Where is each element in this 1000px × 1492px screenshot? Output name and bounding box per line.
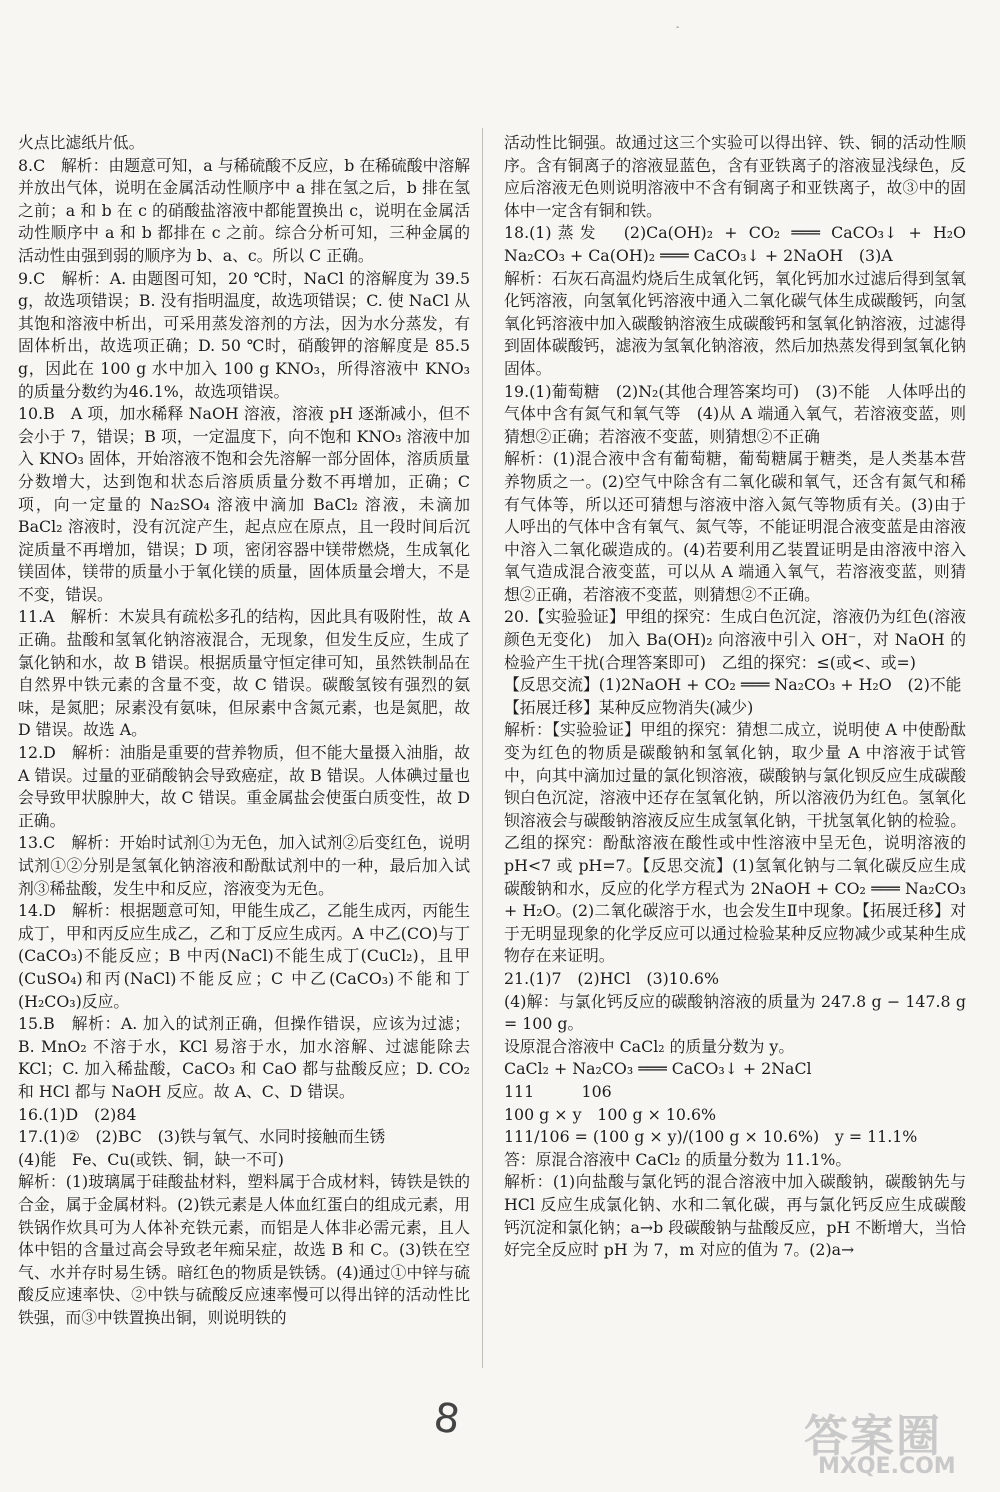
paragraph: 18.(1)蒸发 (2)Ca(OH)₂ + CO₂ ═══ CaCO₃↓ + H₂O Na₂CO₃ + Ca(OH)₂ ═══ CaCO₃↓ + 2NaOH (3)A (504, 223, 982, 265)
paragraph: 111 106 (504, 1081, 612, 1101)
paragraph: 解析：石灰石高温灼烧后生成氧化钙，氧化钙加水过滤后得到氢氧化钙溶液，向氢氧化钙溶液中通入二氧化碳气体生成碳酸钙，向氢氧化钙溶液中加入碳酸钠溶液生成碳酸钙和氢氧化钠溶液，过滤得到固体碳酸钙，滤液为氢氧化钠溶液，然后加热蒸发得到氢氧化钠固体。 (504, 268, 966, 378)
paragraph: 20.【实验验证】甲组的探究：生成白色沉淀，溶液仍为红色(溶液颜色无变化) 加入 Ba(OH)₂ 向溶液中引入 OH⁻，对 NaOH 的检验产生干扰(合理答案即可) 乙组的探究：≤(或<、或=) (504, 607, 966, 672)
paragraph: 解析：(1)向盐酸与氯化钙的混合溶液中加入碳酸钠，碳酸钠先与 HCl 反应生成氯化钠、水和二氧化碳，再与氯化钙反应生成碳酸钙沉淀和氯化钠；a→b 段碳酸钠与盐酸反应，pH 不断增大，当恰好完全反应时 pH 为 7，m 对应的值为 7。(2)a→ (504, 1172, 966, 1260)
page-number-handwritten: 8 (430, 1394, 463, 1444)
corner-tick: - (676, 22, 680, 33)
paragraph: 19.(1)葡萄糖 (2)N₂(其他合理答案均可) (3)不能 人体呼出的气体中含有氮气和氧气等 (4)从 A 端通入氧气，若溶液变蓝，则猜想②正确；若溶液不变蓝，则猜想②不正确 (504, 381, 966, 446)
paragraph: 解析：(1)混合液中含有葡萄糖，葡萄糖属于糖类，是人类基本营养物质之一。(2)空气中除含有二氧化碳和氧气，还含有氮气和稀有气体等，所以还可猜想与溶液中溶入氮气等物质有关。(3)由于人呼出的气体中含有氧气、氮气等，不能证明混合液变蓝是由溶液中溶入二氧化碳造成的。(4)若要利用乙装置证明是由溶液中溶入氧气造成混合液变蓝，可以从 A 端通入氧气，若溶液变蓝，则猜想②正确，若溶液不变蓝，则猜想②不正确。 (504, 449, 966, 604)
paragraph: 16.(1)D (2)84 (18, 1104, 137, 1124)
left-column (18, 132, 470, 1329)
paragraph: 11.A 解析：木炭具有疏松多孔的结构，因此具有吸附性，故 A 正确。盐酸和氢氧化钠溶液混合，无现象，但发生反应，生成了氯化钠和水，故 B 错误。根据质量守恒定律可知，虽然铁制品在自然界中铁元素的含量不变，故 C 错误。碳酸氢铵有强烈的氨味，是氮肥；尿素没有氨味，但尿素中含氮元素，也是氮肥，故 D 错误。故选 A。 (18, 607, 470, 740)
paragraph: 13.C 解析：开始时试剂①为无色，加入试剂②后变红色，说明试剂①②分别是氢氧化钠溶液和酚酞试剂中的一种，最后加入试剂③稀盐酸，发生中和反应，溶液变为无色。 (18, 833, 470, 898)
paragraph: 21.(1)7 (2)HCl (3)10.6% (504, 968, 719, 988)
paragraph: 火点比滤纸片低。 (18, 133, 145, 152)
paragraph: 设原混合溶液中 CaCl₂ 的质量分数为 y。 (504, 1036, 795, 1056)
paragraph: 9.C 解析：A. 由题图可知，20 ℃时，NaCl 的溶解度为 39.5 g，故选项错误；B. 没有指明温度，故选项错误；C. 使 NaCl 从其饱和溶液中析出，可采用蒸发溶剂的方法，因为水分蒸发，有固体析出，故选项正确；D. 50 ℃时，硝酸钾的溶解度是 85.5 g，因此在 100 g 水中加入 100 g KNO₃，所得溶液中 KNO₃ 的质量分数约为46.1%，故选项错误。 (18, 268, 470, 401)
paragraph: 8.C 解析：由题意可知，a 与稀硫酸不反应，b 在稀硫酸中溶解并放出气体，说明在金属活动性顺序中 a 排在氢之后，b 排在氢之前；a 和 b 在 c 的硝酸盐溶液中都能置换出 c，说明在金属活动性顺序中 a 和 b 都排在 c 之前。综合分析可知，三种金属的活动性由强到弱的顺序为 b、a、c。所以 C 正确。 (18, 155, 470, 265)
right-column (504, 132, 982, 1262)
paragraph: 【拓展迁移】某种反应物消失(减少) (504, 697, 754, 717)
paragraph: 解析：【实验验证】甲组的探究：猜想二成立，说明使 A 中使酚酞变为红色的物质是碳酸钠和氢氧化钠，取少量 A 中溶液于试管中，向其中滴加过量的氯化钡溶液，碳酸钠与氯化钡反应生成碳酸钡白色沉淀，溶液中还存在氢氧化钠，所以溶液仍为红色。氢氧化钡溶液会与碳酸钠溶液反应生成氢氧化钠，干扰氢氧化钠的检验。乙组的探究：酚酞溶液在酸性或中性溶液中呈无色，说明溶液的 pH<7 或 pH=7。【反思交流】(1)氢氧化钠与二氧化碳反应生成碳酸钠和水，反应的化学方程式为 2NaOH + CO₂ ═══ Na₂CO₃ + H₂O。(2)二氧化碳溶于水，也会发生Ⅱ中现象。【拓展迁移】对于无明显现象的化学反应可以通过检验某种反应物减少或某种生成物存在来证明。 (504, 720, 966, 966)
paragraph: 12.D 解析：油脂是重要的营养物质，但不能大量摄入油脂，故 A 错误。过量的亚硝酸钠会导致癌症，故 B 错误。人体碘过量也会导致甲状腺肿大，故 C 错误。重金属盐会使蛋白质变性，故 D 正确。 (18, 743, 470, 830)
paragraph: 111/106 = (100 g × y)/(100 g × 10.6%) y = 11.1% (504, 1127, 918, 1147)
paragraph: 10.B A 项，加水稀释 NaOH 溶液，溶液 pH 逐渐减小，但不会小于 7，错误；B 项，一定温度下，向不饱和 KNO₃ 溶液中加入 KNO₃ 固体，开始溶液不饱和会先溶解一部分固体，溶质质量分数增大，达到饱和状态后溶质质量分数不再增加，正确；C 项，向一定量的 Na₂SO₄ 溶液中滴加 BaCl₂ 溶液，未滴加 BaCl₂ 溶液时，没有沉淀产生，起点应在原点，且一段时间后沉淀质量不再增加，错误；D 项，密闭容器中镁带燃烧，生成氧化镁固体，镁带的质量小于氧化镁的质量，固体质量会增大，不是不变，错误。 (18, 404, 470, 604)
paragraph: 100 g × y 100 g × 10.6% (504, 1104, 717, 1124)
paragraph: 活动性比铜强。故通过这三个实验可以得出锌、铁、铜的活动性顺序。含有铜离子的溶液显蓝色，含有亚铁离子的溶液显浅绿色，反应后溶液无色则说明溶液中不含有铜离子和亚铁离子，故③中的固体中一定含有铜和铁。 (504, 133, 966, 220)
watermark-text: 答案圈 (804, 1411, 942, 1462)
paragraph: (4)能 Fe、Cu(或铁、铜，缺一不可) (18, 1149, 284, 1169)
paragraph: 解析：(1)玻璃属于硅酸盐材料，塑料属于合成材料，铸铁是铁的合金，属于金属材料。(2)铁元素是人体血红蛋白的组成元素，用铁锅作炊具可为人体补充铁元素，而铝是人体非必需元素，且人体中铝的含量过高会导致老年痴呆症，故选 B 和 C。(3)铁在空气、水并存时易生锈。暗红色的物质是铁锈。(4)通过①中锌与硫酸反应速率快、②中铁与硫酸反应速率慢可以得出锌的活动性比铁强，而③中铁置换出铜，则说明铁的 (18, 1172, 470, 1327)
paragraph: 15.B 解析：A. 加入的试剂正确，但操作错误，应该为过滤；B. MnO₂ 不溶于水，KCl 易溶于水，加水溶解、过滤能除去 KCl；C. 加入稀盐酸，CaCO₃ 和 CaO 都与盐酸反应；D. CO₂ 和 HCl 都与 NaOH 反应。故 A、C、D 错误。 (18, 1014, 470, 1101)
paragraph: 17.(1)② (2)BC (3)铁与氧气、水同时接触而生锈 (18, 1127, 386, 1147)
paragraph: 14.D 解析：根据题意可知，甲能生成乙，乙能生成丙，丙能生成丁，甲和丙反应生成乙，乙和丁反应生成丙。A 中乙(CO)与丁(CaCO₃)不能反应；B 中丙(NaCl)不能生成丁(CuCl₂)，且甲(CuSO₄)和丙(NaCl)不能反应；C 中乙(CaCO₃)不能和丁(H₂CO₃)反应。 (18, 901, 470, 1011)
watermark-logo (804, 1400, 994, 1488)
watermark-url: MXQE.COM (818, 1454, 956, 1479)
column-divider (482, 128, 483, 1368)
paragraph: CaCl₂ + Na₂CO₃ ═══ CaCO₃↓ + 2NaCl (504, 1059, 812, 1079)
paragraph: 答：原混合溶液中 CaCl₂ 的质量分数为 11.1%。 (504, 1149, 852, 1169)
paragraph: 【反思交流】(1)2NaOH + CO₂ ═══ Na₂CO₃ + H₂O (2)不能 (504, 675, 962, 695)
paragraph: (4)解：与氯化钙反应的碳酸钠溶液的质量为 247.8 g − 147.8 g = 100 g。 (504, 991, 966, 1034)
